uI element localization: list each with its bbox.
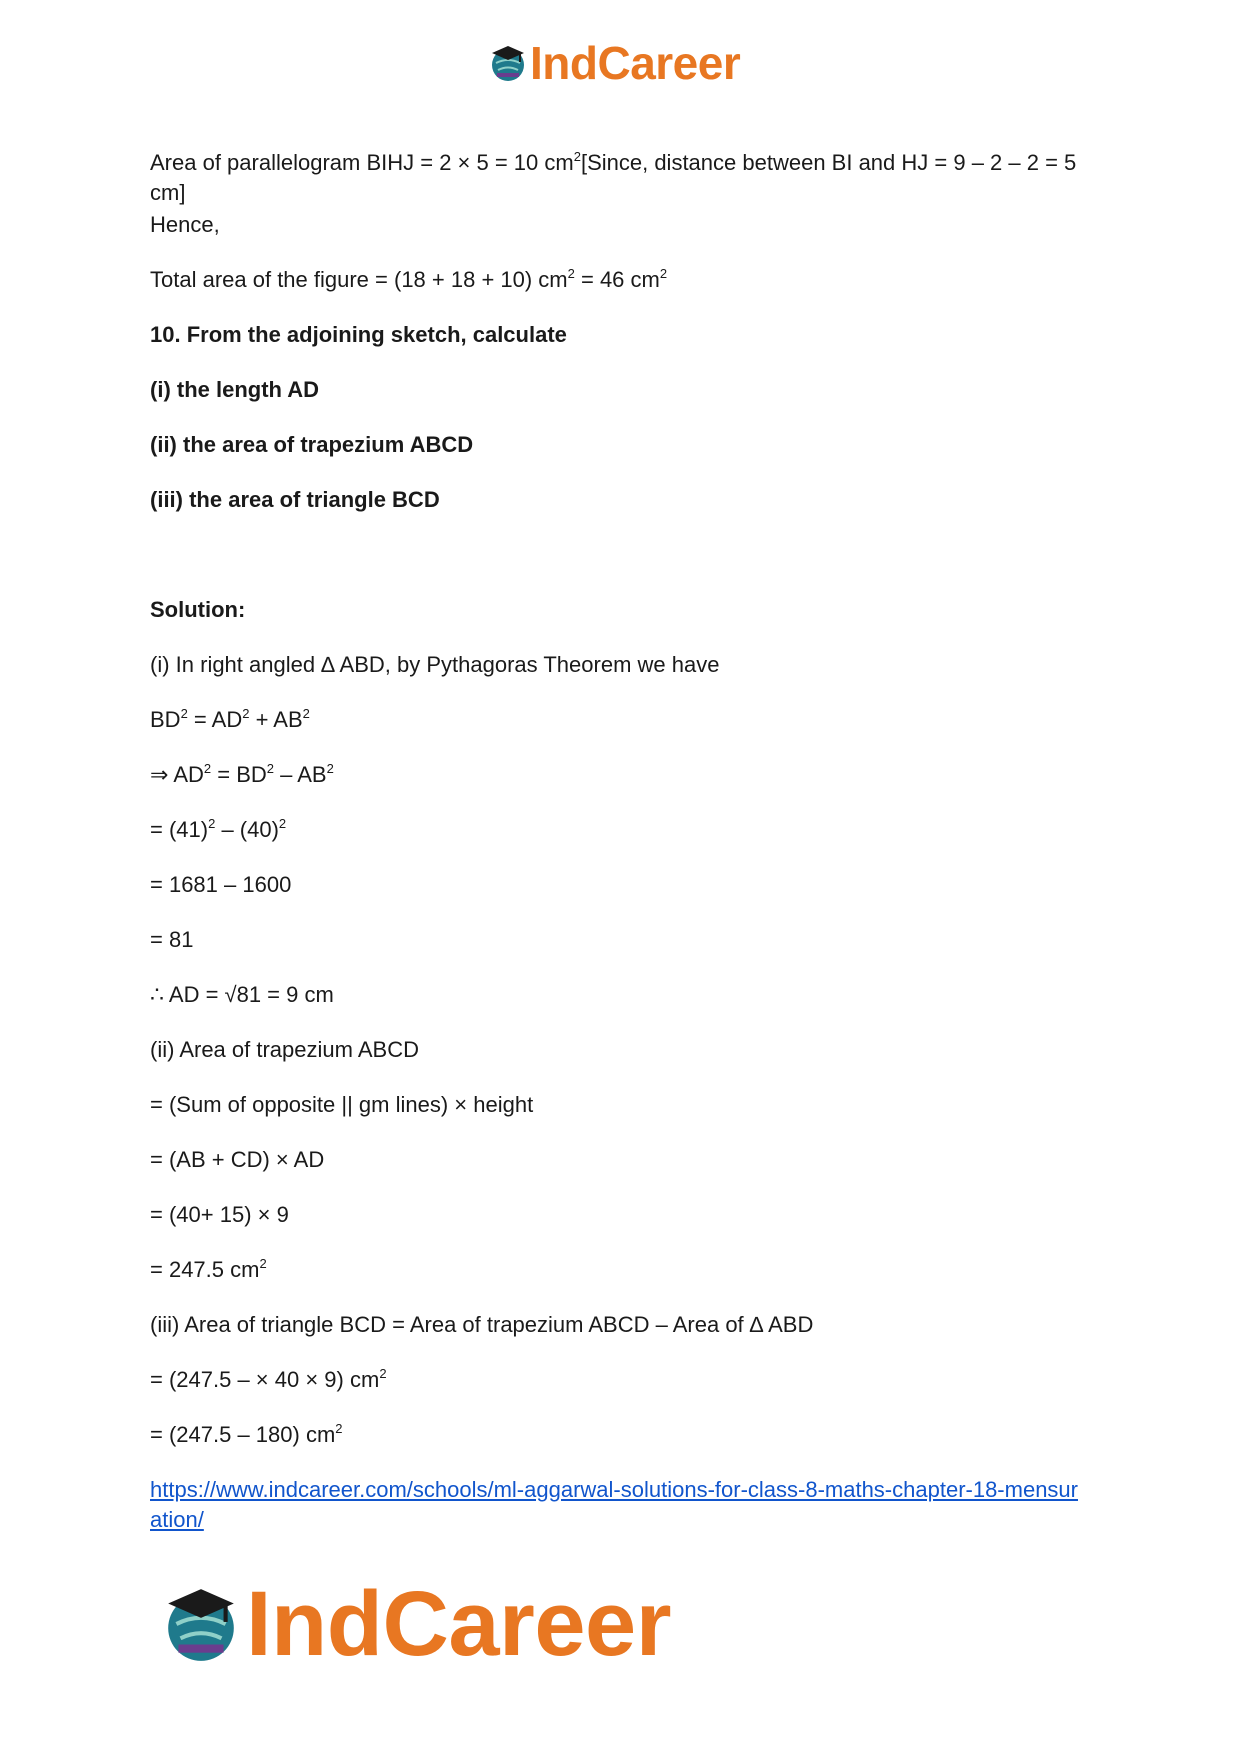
- question-10-part-i: (i) the length AD: [150, 377, 320, 402]
- solution-label: Solution:: [150, 597, 246, 622]
- solution-step-3: ⇒ $AD^2 = BD^2 - AB^2$: [150, 761, 334, 787]
- paragraph-hence: Hence,: [150, 212, 220, 237]
- source-link-paragraph: [150, 1475, 1090, 1535]
- solution-step-9: = (Sum of opposite || gm lines) × height: [150, 1092, 534, 1117]
- source-link[interactable]: https://www.indcareer.com/schools/ml-aggarwal-solutions-for-class-8-maths-chapter-18-mensuration/: [150, 1477, 1078, 1532]
- footer-logo: [160, 1573, 671, 1675]
- header-logo: [488, 37, 741, 89]
- question-10-part-iii: (iii) the area of triangle BCD: [150, 487, 440, 512]
- solution-step-7: ∴ AD = √81 = 9 cm: [150, 982, 334, 1007]
- solution-step-6: = 81: [150, 927, 194, 952]
- solution-step-1: (i) In right angled ∆ ABD, by Pythagoras Theorem we have: [150, 652, 720, 677]
- question-10: 10. From the adjoining sketch, calculate: [150, 322, 567, 347]
- solution-step-8: (ii) Area of trapezium ABCD: [150, 1037, 419, 1062]
- graduation-globe-icon: [488, 43, 528, 83]
- solution-step-4: = $(41)^2 - (40)^2$: [150, 816, 287, 842]
- solution-step-12: = 247.5 $cm^2$: [150, 1256, 267, 1282]
- solution-step-13: (iii) Area of triangle BCD = Area of trapezium ABCD – Area of ∆ ABD: [150, 1312, 814, 1337]
- paragraph-total-area: Total area of the figure = (18 + 18 + 10) $cm^2 = 46$ $cm^2$: [150, 266, 668, 292]
- solution-step-15: = (247.5 – 180) $cm^2$: [150, 1421, 343, 1447]
- solution-step-2: $BD^2 = AD^2 + AB^2$: [150, 706, 310, 732]
- brand-name: IndCareer: [530, 37, 741, 89]
- question-10-part-ii: (ii) the area of trapezium ABCD: [150, 432, 474, 457]
- graduation-globe-icon: [160, 1583, 242, 1665]
- solution-step-5: = 1681 – 1600: [150, 872, 292, 897]
- solution-step-10: = (AB + CD) × AD: [150, 1147, 325, 1172]
- solution-step-11: = (40+ 15) × 9: [150, 1202, 289, 1227]
- paragraph-parallelogram-area: Area of parallelogram BIHJ = 2 × 5 = 10 $cm^2[Since$, distance between BI and HJ = 9 – 2 – 2 = 5 cm]: [150, 149, 1077, 205]
- brand-name: IndCareer: [246, 1573, 671, 1675]
- solution-step-14: = (247.5 – × 40 × 9) $cm^2$: [150, 1366, 387, 1392]
